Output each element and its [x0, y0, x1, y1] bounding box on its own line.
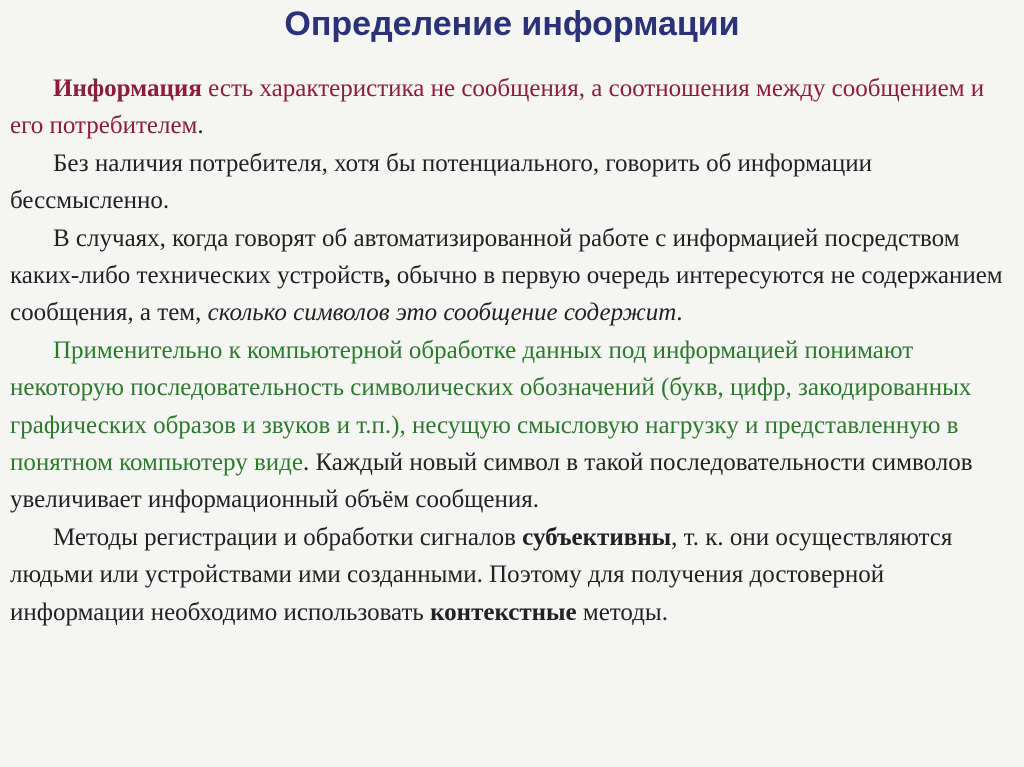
methods-text-a: Методы регистрации и обработки сигналов	[53, 523, 523, 551]
slide-body	[10, 70, 1014, 631]
definition-text: есть характеристика не сообщения, а соотношения между сообщением и его потребителем	[10, 75, 985, 140]
slide-title: Определение информации	[284, 5, 740, 43]
computer-definition-text: Применительно к компьютерной обработке данных под информацией понимают некоторую последовательность символических обозначений (букв, цифр, закодированных графических образов и звуков и т.п.), несущую смысловую нагрузку и представленную в понятном компьютеру виде	[10, 336, 972, 477]
paragraph-methods	[10, 519, 1014, 631]
automation-text-a: В случаях, когда говорят об автоматизированной работе с информацией посредством каких-либо технических устройств	[10, 224, 960, 290]
paragraph-computer	[10, 332, 1014, 519]
automation-comma: ,	[384, 262, 391, 290]
automation-text-b: обычно в первую очередь интересуются не содержанием сообщения, а тем,	[10, 262, 1003, 327]
term-information: Информация	[53, 75, 202, 102]
definition-period: .	[197, 112, 204, 140]
methods-bold-contextual: контекстные	[430, 598, 577, 626]
paragraph-automation	[10, 220, 1014, 332]
methods-bold-subjective: субъективны	[522, 523, 672, 551]
paragraph-definition	[10, 70, 1014, 145]
consumer-text: Без наличия потребителя, хотя бы потенциального, говорить об информации бессмысленно.	[10, 149, 872, 215]
computer-rest-text: . Каждый новый символ в такой последовательности символов увеличивает информационный объём сообщения.	[10, 449, 973, 514]
automation-italic: сколько символов это сообщение содержит	[207, 299, 677, 327]
methods-text-b: , т. к. они осуществляются людьми или устройствами ими созданными. Поэтому для получения достоверной информации необходимо использовать	[10, 523, 953, 626]
automation-period: .	[676, 299, 683, 327]
methods-text-c: методы.	[576, 598, 668, 626]
paragraph-consumer	[10, 145, 1014, 220]
